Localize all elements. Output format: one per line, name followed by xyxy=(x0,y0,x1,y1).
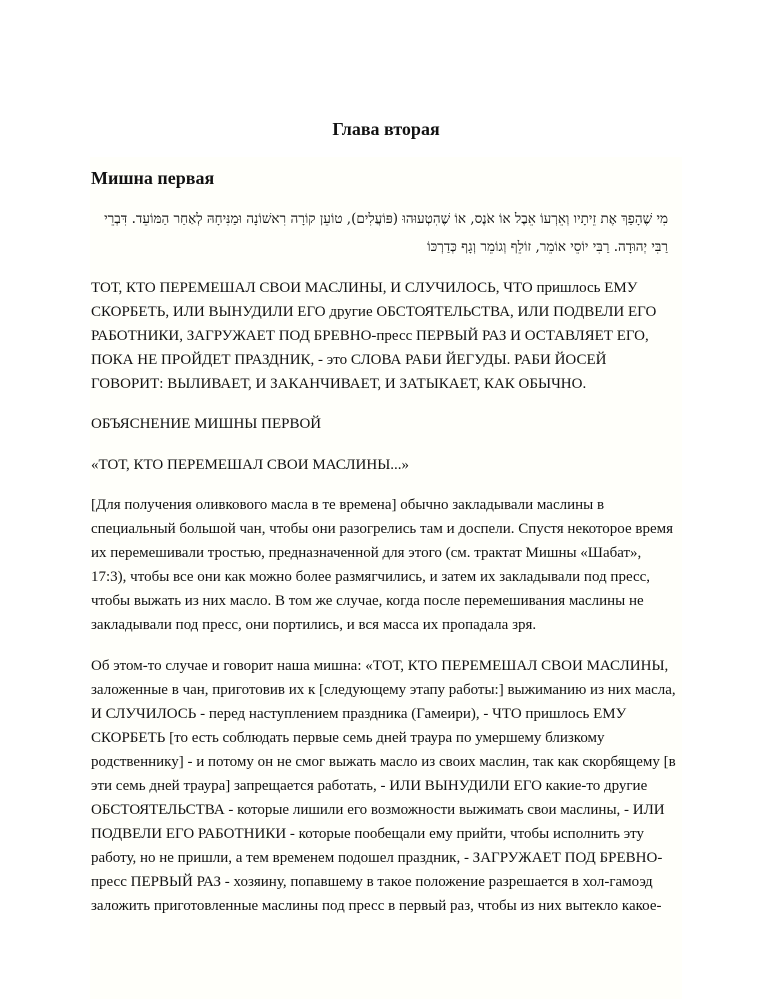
hebrew-text: מִי שֶׁהָפַךְ אֶת זֵיתָיו וְאֵרְעוֹ אֵבֶל אוֹ אֹנֶס, אוֹ שֶׁהִטְעוּהוּ (פּוֹעֲלִים), טוֹעֵן קוֹרָה רִאשׁוֹנָה וּמַנִּיחָהּ לְאַחַר הַמּוֹעֵד. דִּבְרֵי רַבִּי יְהוּדָה. רַבִּי יוֹסֵי אוֹמֵר, זוֹלֵף וְגוֹמֵר וְגָף כְּדַרְכּוֹ xyxy=(104,211,668,255)
explanation-heading: ОБЪЯСНЕНИЕ МИШНЫ ПЕРВОЙ xyxy=(91,416,322,432)
explanation-quote: «ТОТ, КТО ПЕРЕМЕШАЛ СВОИ МАСЛИНЫ...» xyxy=(91,457,410,473)
explanation-paragraph-2: Об этом-то случае и говорит наша мишна: «ТОТ, КТО ПЕРЕМЕШАЛ СВОИ МАСЛИНЫ, заложенные в чан, приготовив их к [следующему этапу работы:] выжиманию из них масла, И СЛУЧИЛОСЬ - перед наступлением праздника (Гамеири), - ЧТО пришлось ЕМУ СКОРБЕТЬ [то есть соблюдать первые семь дней траура по умершему близкому родственнику] - и потому он не смог выжать масло из своих маслин, так как скорбящему [в эти семь дней траура] запрещается работать, - ИЛИ ВЫНУДИЛИ ЕГО какие-то другие ОБСТОЯТЕЛЬСТВА - которые лишили его возможности выжимать свои маслины, - ИЛИ ПОДВЕЛИ ЕГО РАБОТНИКИ - которые пообещали ему прийти, чтобы исполнить эту работу, но не пришли, а тем временем подошел праздник, - ЗАГРУЖАЕТ ПОД БРЕВНО-пресс ПЕРВЫЙ РАЗ - хозяину, попавшему в такое положение разрешается в хол-гамоэд заложить приготовленные маслины под пресс в первый раз, чтобы из них вытекло какое- xyxy=(91,658,676,914)
mishnah-heading: Мишна первая xyxy=(91,168,215,188)
mishnah-translation: ТОТ, КТО ПЕРЕМЕШАЛ СВОИ МАСЛИНЫ, И СЛУЧИЛОСЬ, ЧТО пришлось ЕМУ СКОРБЕТЬ, ИЛИ ВЫНУДИЛИ ЕГО другие ОБСТОЯТЕЛЬСТВА, ИЛИ ПОДВЕЛИ ЕГО РАБОТНИКИ, ЗАГРУЖАЕТ ПОД БРЕВНО-пресс ПЕРВЫЙ РАЗ И ОСТАВЛЯЕТ ЕГО, ПОКА НЕ ПРОЙДЕТ ПРАЗДНИК, - это СЛОВА РАБИ ЙЕГУДЫ. РАБИ ЙОСЕЙ ГОВОРИТ: ВЫЛИВАЕТ, И ЗАКАНЧИВАЕТ, И ЗАТЫКАЕТ, КАК ОБЫЧНО. xyxy=(91,280,657,392)
explanation-paragraph-1: [Для получения оливкового масла в те времена] обычно закладывали маслины в специальный большой чан, чтобы они разогрелись там и доспели. Спустя некоторое время их перемешивали тростью, предназначенной для этого (см. трактат Мишны «Шабат», 17:3), чтобы все они как можно более размягчились, и затем их закладывали под пресс, чтобы выжать из них масло. В том же случае, когда после перемешивания маслины не закладывали под пресс, они портились, и вся масса их пропадала зря. xyxy=(91,497,674,633)
content-area xyxy=(90,157,682,999)
chapter-title: Глава вторая xyxy=(332,119,440,139)
